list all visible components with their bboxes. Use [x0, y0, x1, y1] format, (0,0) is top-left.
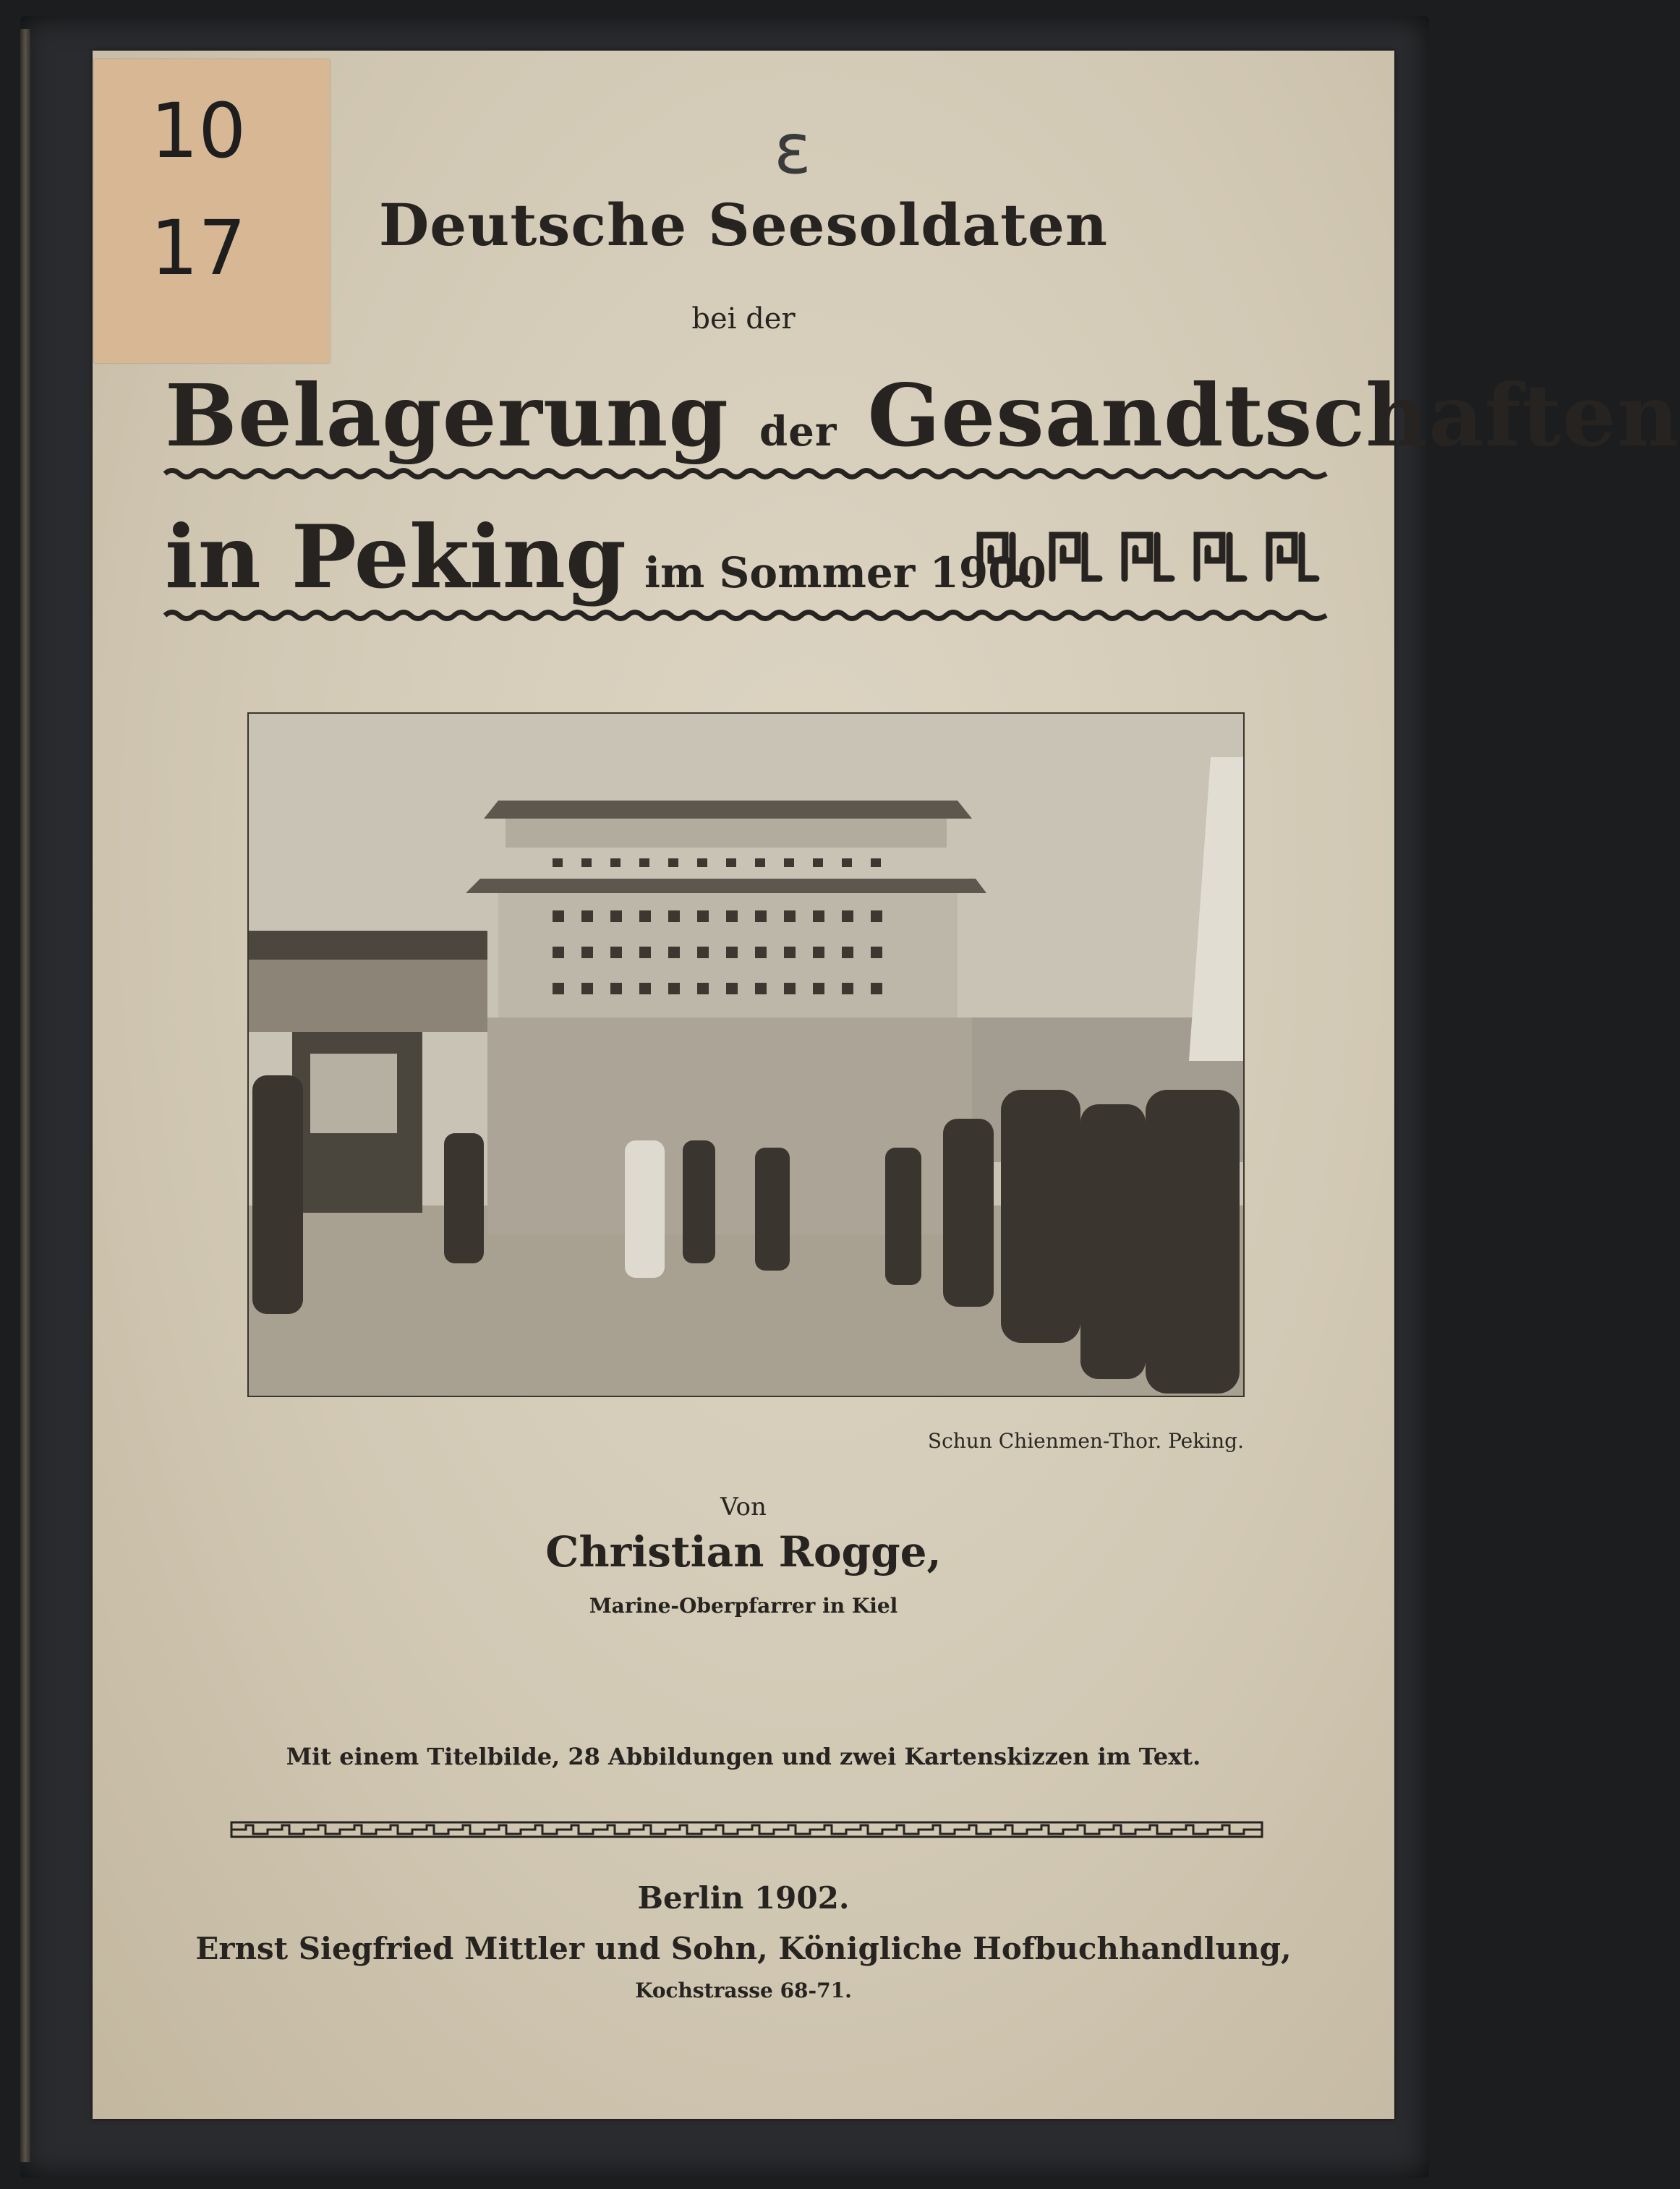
title-in-peking: in Peking — [165, 506, 626, 608]
ornament-icon — [1125, 535, 1172, 579]
faded-stamp — [1041, 130, 1059, 192]
ornament-icon — [1197, 535, 1244, 579]
label-line-2: 17 — [150, 204, 247, 292]
ornament-row — [973, 521, 1327, 593]
title-im-sommer: im Sommer 1900 — [644, 548, 1046, 597]
label-line-1: 10 — [150, 87, 247, 175]
ornament-icon — [1269, 535, 1316, 579]
title-connector: bei der — [691, 302, 796, 336]
title-der: der — [759, 408, 837, 456]
title-gesandtschaften: Gesandtschaften — [867, 365, 1680, 466]
frontispiece-photo — [247, 712, 1245, 1397]
author-name: Christian Rogge, — [545, 1527, 942, 1576]
page-edge — [20, 29, 30, 2162]
greek-key-divider — [231, 1821, 1262, 1838]
byline-von: Von — [720, 1493, 767, 1522]
wavy-rule-top — [165, 467, 1326, 480]
ornament-icon — [1052, 535, 1099, 579]
gate-photo-illustration — [249, 714, 1243, 1396]
title-line-1: Deutsche Seesoldaten — [378, 191, 1109, 259]
title-line-3 — [165, 506, 1046, 607]
imprint-publisher: Ernst Siegfried Mittler und Sohn, Königliche Hofbuchhandlung, — [195, 1931, 1292, 1966]
imprint-address: Kochstrasse 68-71. — [635, 1979, 852, 2002]
photo-caption: Schun Chienmen-Thor. Peking. — [927, 1429, 1244, 1453]
author-position: Marine-Oberpfarrer in Kiel — [589, 1594, 898, 1618]
handwritten-mark: ε — [774, 108, 811, 189]
ornament-icon — [980, 535, 1027, 579]
imprint-city-year: Berlin 1902. — [637, 1880, 850, 1916]
title-belagerung: Belagerung — [165, 365, 729, 466]
wavy-rule-bottom — [165, 609, 1326, 622]
illustrations-note: Mit einem Titelbilde, 28 Abbildungen und zwei Kartenskizzen im Text. — [286, 1743, 1201, 1770]
title-line-2 — [165, 365, 1680, 466]
